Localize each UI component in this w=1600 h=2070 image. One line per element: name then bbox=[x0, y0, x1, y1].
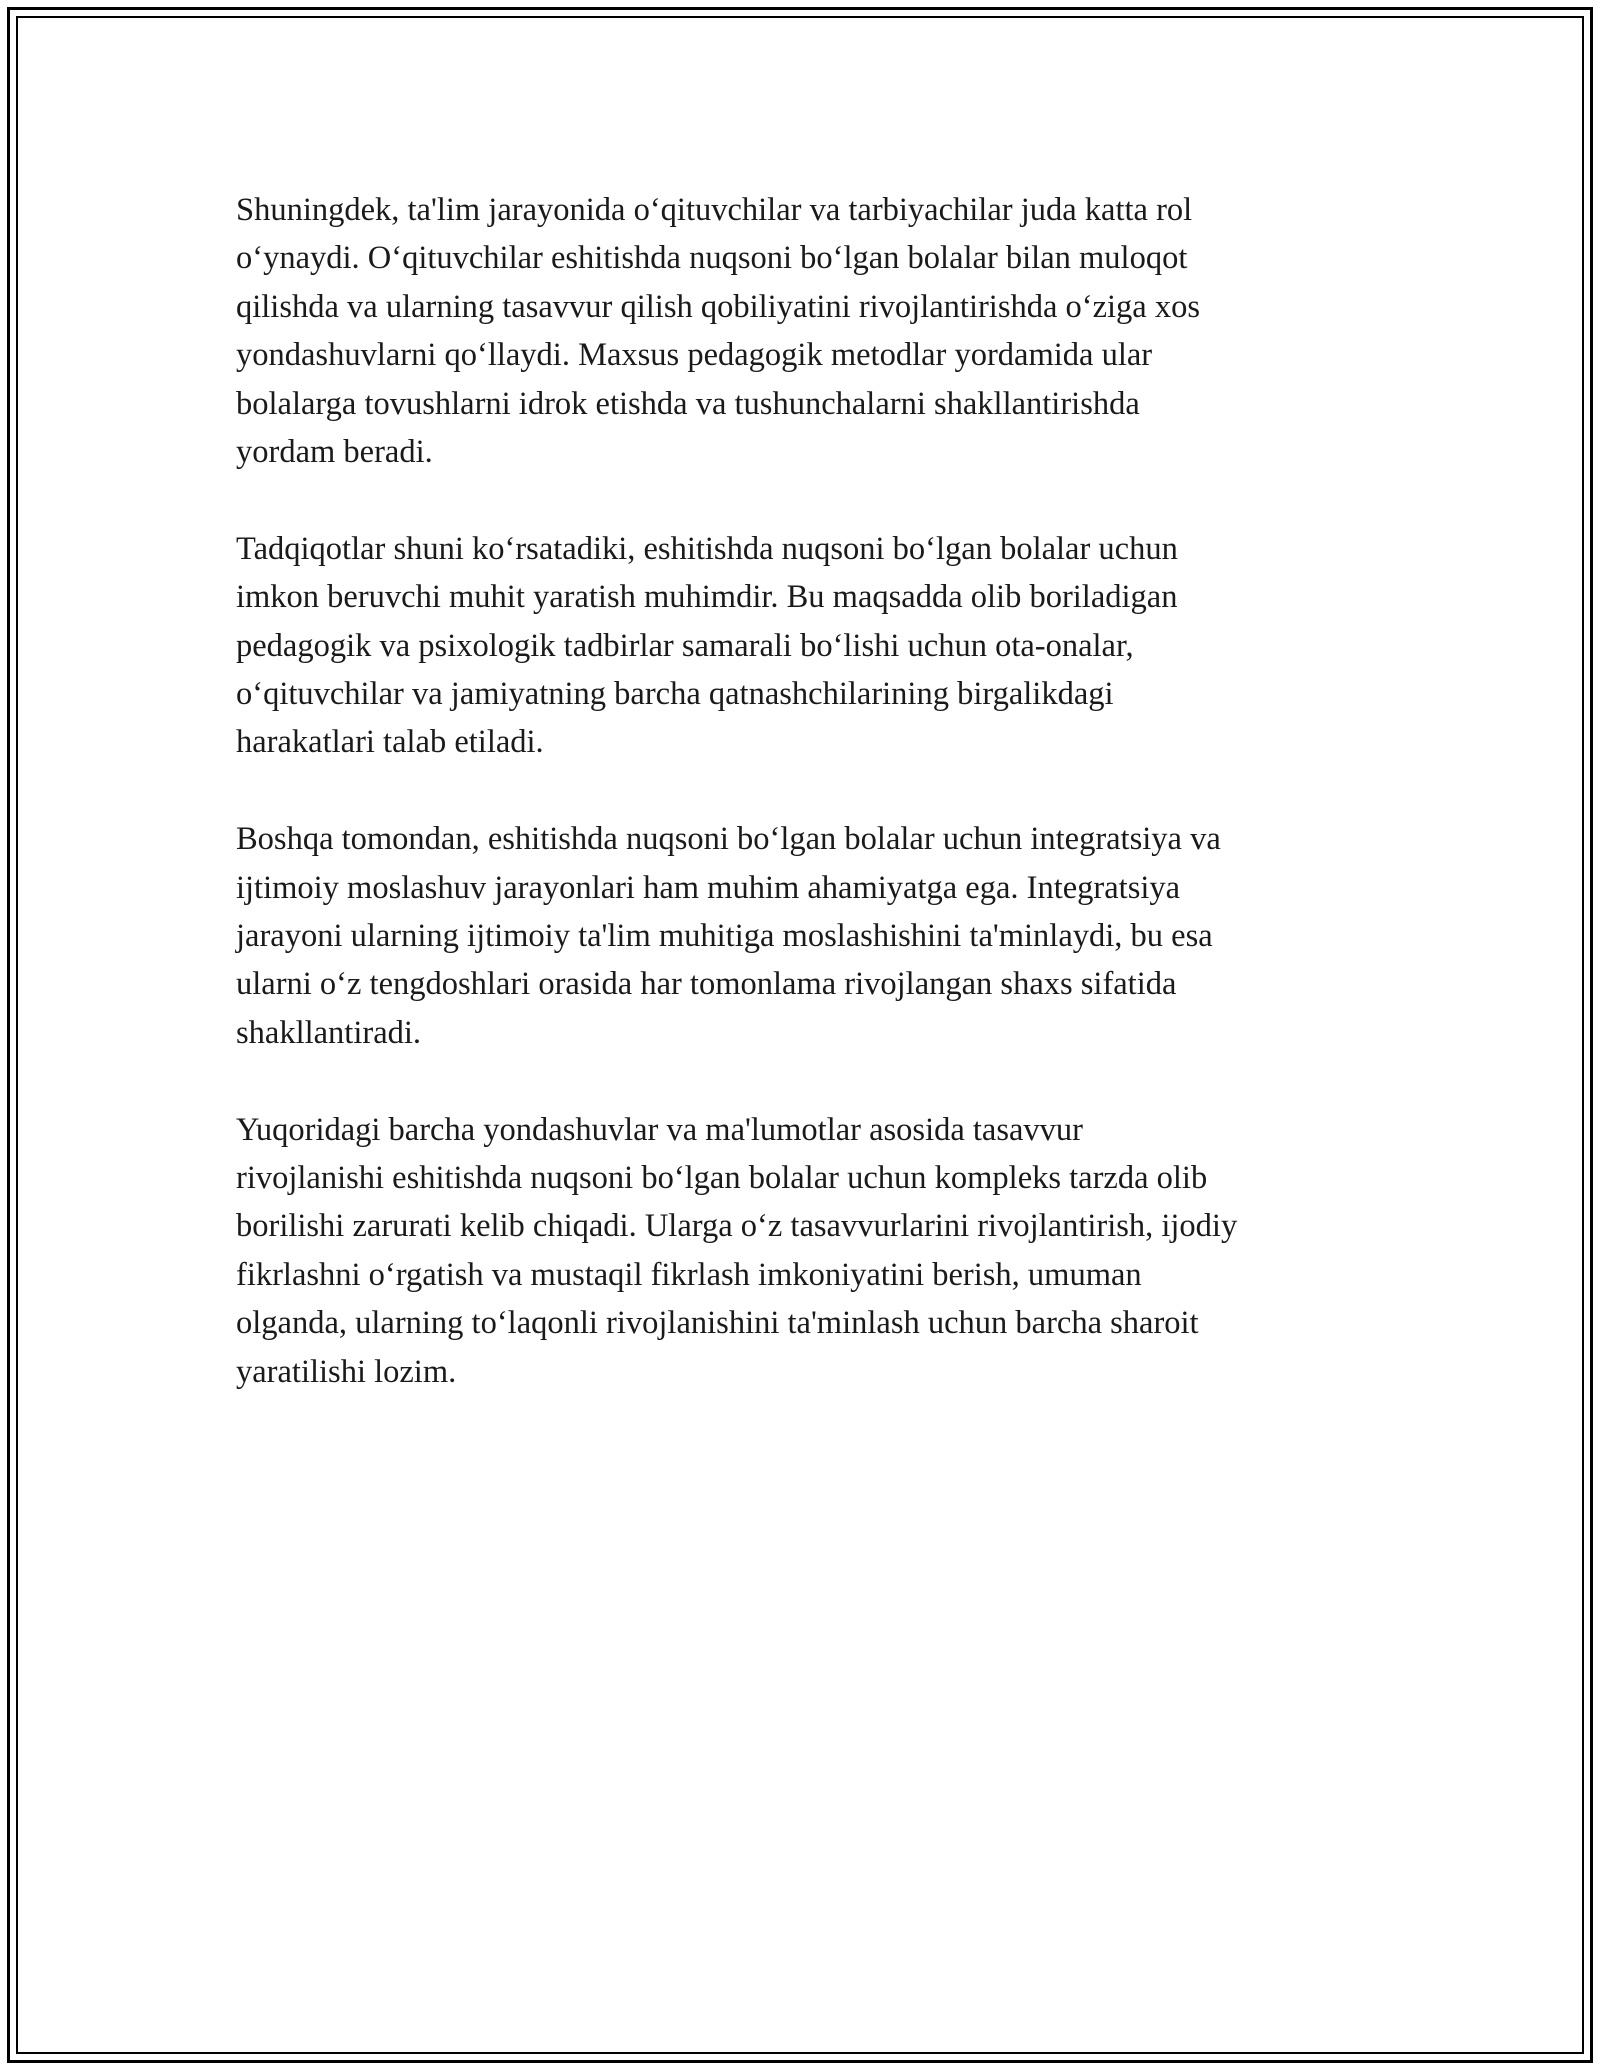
text-line: ularni o‘z tengdoshlari orasida har tomonlama rivojlangan shaxs sifatida bbox=[236, 966, 1177, 1003]
text-line: borilishi zarurati kelib chiqadi. Ularga o‘z tasavvurlarini rivojlantirish, ijodiy bbox=[236, 1208, 1238, 1245]
text-line: yordam beradi. bbox=[236, 434, 433, 471]
text-line: Tadqiqotlar shuni ko‘rsatadiki, eshitishda nuqsoni bo‘lgan bolalar uchun bbox=[236, 530, 1178, 567]
text-line: olganda, ularning to‘laqonli rivojlanishini ta'minlash uchun barcha sharoit bbox=[236, 1305, 1199, 1342]
paragraph-1 bbox=[236, 186, 1376, 476]
text-line: rivojlanishi eshitishda nuqsoni bo‘lgan bolalar uchun kompleks tarzda olib bbox=[236, 1160, 1208, 1197]
paragraph-2 bbox=[236, 525, 1376, 767]
text-line: Yuqoridagi barcha yondashuvlar va ma'lumotlar asosida tasavvur bbox=[236, 1111, 1083, 1148]
text-line: fikrlashni o‘rgatish va mustaqil fikrlash imkoniyatini berish, umuman bbox=[236, 1256, 1142, 1293]
text-line: jarayoni ularning ijtimoiy ta'lim muhitiga moslashishini ta'minlaydi, bu esa bbox=[236, 918, 1213, 955]
paragraph-3 bbox=[236, 815, 1376, 1057]
text-line: pedagogik va psixologik tadbirlar samarali bo‘lishi uchun ota-onalar, bbox=[236, 627, 1134, 664]
text-line: Boshqa tomondan, eshitishda nuqsoni bo‘lgan bolalar uchun integratsiya va bbox=[236, 821, 1221, 858]
text-line: yaratilishi lozim. bbox=[236, 1353, 457, 1390]
text-line: shakllantiradi. bbox=[236, 1014, 422, 1051]
paragraph-4 bbox=[236, 1106, 1376, 1396]
text-line: o‘ynaydi. O‘qituvchilar eshitishda nuqsoni bo‘lgan bolalar bilan muloqot bbox=[236, 240, 1188, 277]
text-line: harakatlari talab etiladi. bbox=[236, 724, 544, 761]
text-line: ijtimoiy moslashuv jarayonlari ham muhim ahamiyatga ega. Integratsiya bbox=[236, 869, 1181, 906]
text-line: qilishda va ularning tasavvur qilish qobiliyatini rivojlantirishda o‘ziga xos bbox=[236, 288, 1201, 325]
text-line: Shuningdek, ta'lim jarayonida o‘qituvchilar va tarbiyachilar juda katta rol bbox=[236, 192, 1193, 228]
text-line: bolalarga tovushlarni idrok etishda va tushunchalarni shakllantirishda bbox=[236, 385, 1140, 422]
text-line: o‘qituvchilar va jamiyatning barcha qatnashchilarining birgalikdagi bbox=[236, 676, 1114, 713]
text-line: yondashuvlarni qo‘llaydi. Maxsus pedagogik metodlar yordamida ular bbox=[236, 337, 1153, 374]
text-line: imkon beruvchi muhit yaratish muhimdir. Bu maqsadda olib boriladigan bbox=[236, 579, 1178, 616]
document-body bbox=[236, 186, 1376, 1445]
